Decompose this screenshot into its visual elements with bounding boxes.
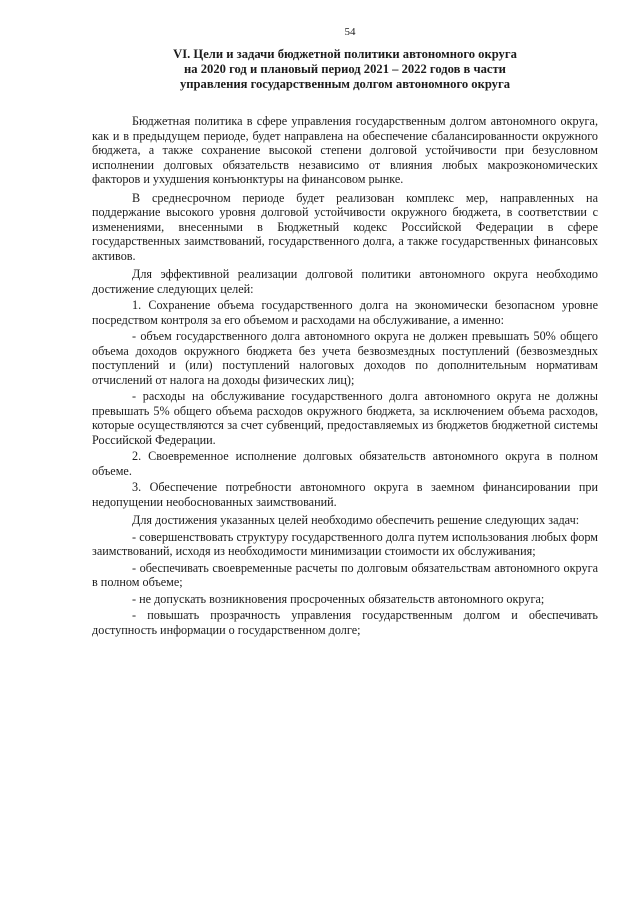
task-item-no-overdue: - не допускать возникновения просроченных обязательств автономного округа; [132, 591, 545, 606]
goal-1-item-service-costs: - расходы на обслуживание государственного долга автономного округа не должны превышать 5% общего объема расходов окружного бюджета, за исключением объема расходов, которые осуществляются за счет субвенций, предоставляемых из бюджетов бюджетной системы Российской Федерации. [92, 389, 598, 447]
task-item-structure: - совершенствовать структуру государственного долга путем использования любых форм заимствований, исходя из необходимости минимизации стоимости их обслуживания; [92, 529, 598, 558]
page-number: 54 [344, 26, 356, 38]
paragraph-medium-term: В среднесрочном периоде будет реализован комплекс мер, направленных на поддержание высокого уровня долговой устойчивости окружного бюджета, в соответствии с изменениями, внесенными в Бюджетный кодекс Российской Федерации в сфере государственных заимствований, государственного долга, а также государственных финансовых активов. [92, 190, 598, 263]
document-body [92, 114, 598, 637]
section-title-line-2: на 2020 год и плановый период 2021 – 2022 годов в части [184, 62, 506, 76]
paragraph-budget-policy: Бюджетная политика в сфере управления государственным долгом автономного округа, как и в предыдущем периоде, будет направлена на обеспечение сбалансированности окружного бюджета, а также сохранение высокой степени долговой устойчивости при безусловном исполнении долговых обязательств независимо от влияния любых макроэкономических факторов и ухудшения конъюнктуры на финансовом рынке. [92, 114, 598, 186]
paragraph-tasks-intro: Для достижения указанных целей необходимо обеспечить решение следующих задач: [132, 513, 580, 527]
paragraph-goals-intro: Для эффективной реализации долговой политики автономного округа необходимо достижение следующих целей: [92, 267, 598, 296]
goal-3: 3. Обеспечение потребности автономного округа в заемном финансировании при недопущении необоснованных заимствований. [92, 480, 598, 509]
section-title [92, 47, 598, 92]
goal-2: 2. Своевременное исполнение долговых обязательств автономного округа в полном объеме. [92, 449, 598, 478]
goal-1: 1. Сохранение объема государственного долга на экономически безопасном уровне посредством контроля за его объемом и расходами на обслуживание, а именно: [92, 298, 598, 327]
task-item-settlements: - обеспечивать своевременные расчеты по долговым обязательствам автономного округа в полном объеме; [92, 560, 598, 589]
goal-1-item-debt-volume: - объем государственного долга автономного округа не должен превышать 50% общего объема доходов окружного бюджета без учета безвозмездных поступлений (безвозмездных поступлений и (или) поступлений налоговых доходов по дополнительным нормативам отчислений от налога на доходы физических лиц); [92, 329, 598, 387]
section-title-line-1: VI. Цели и задачи бюджетной политики автономного округа [173, 47, 517, 61]
section-title-line-3: управления государственным долгом автономного округа [179, 77, 510, 91]
task-item-transparency: - повышать прозрачность управления государственным долгом и обеспечивать доступность информации о государственном долге; [92, 608, 598, 637]
